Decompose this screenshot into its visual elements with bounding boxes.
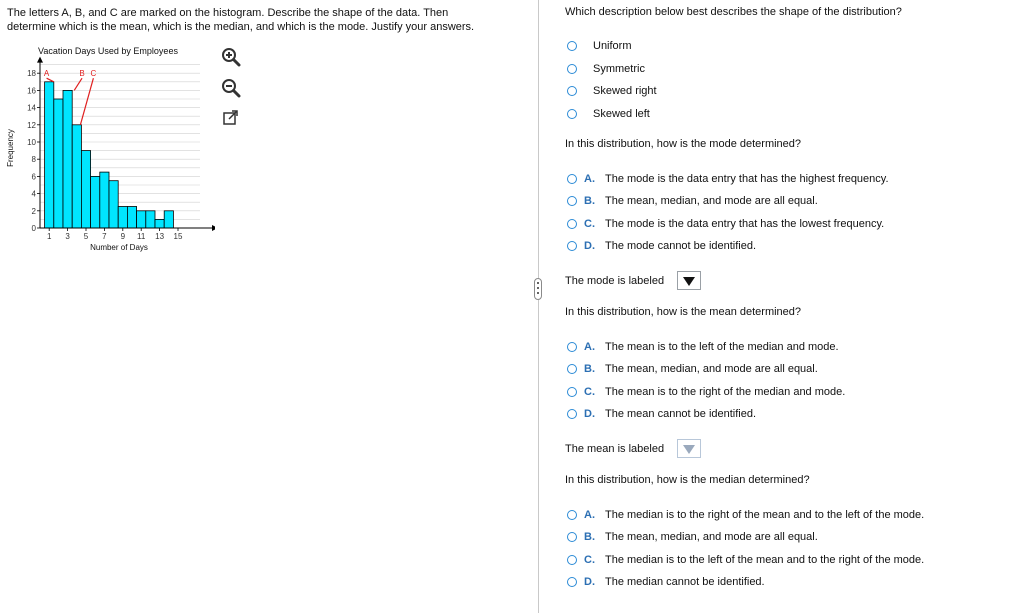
- marker-label: A: [43, 69, 50, 79]
- zoom-out-icon[interactable]: [221, 78, 241, 98]
- radio-button[interactable]: [567, 86, 577, 96]
- option-label: The median cannot be identified.: [605, 576, 765, 588]
- option-label: Skewed left: [593, 108, 650, 120]
- histogram-bar: [45, 82, 54, 228]
- option-letter: B.: [584, 363, 595, 375]
- radio-button[interactable]: [567, 219, 577, 229]
- radio-button[interactable]: [567, 555, 577, 565]
- shape-question: Which description below best describes the shape of the distribution?: [565, 6, 902, 18]
- mean-label-dropdown[interactable]: [677, 439, 701, 458]
- problem-line-2: determine which is the mean, which is the median, and which is the mode. Justify your answers.: [7, 21, 475, 33]
- histogram-chart: [0, 40, 215, 255]
- x-tick-label: 9: [120, 232, 126, 241]
- mode-label-prompt: The mode is labeled: [565, 275, 665, 287]
- marker-label: C: [90, 69, 97, 79]
- splitter-handle[interactable]: [534, 278, 542, 300]
- option-label: The mode is the data entry that has the lowest frequency.: [605, 218, 885, 230]
- y-tick-label: 14: [27, 103, 36, 113]
- option-label: The mean, median, and mode are all equal.: [605, 531, 818, 543]
- histogram-bar: [137, 211, 146, 228]
- histogram-bars: [45, 82, 174, 228]
- option-label: The mean is to the left of the median and mode.: [605, 341, 839, 353]
- zoom-in-icon[interactable]: [221, 47, 241, 67]
- option-label: The mean, median, and mode are all equal.: [605, 195, 818, 207]
- median-question: In this distribution, how is the median determined?: [565, 474, 810, 486]
- marker-a-line: [47, 78, 54, 82]
- x-tick-label: 3: [65, 232, 70, 241]
- option-letter: C.: [584, 554, 595, 566]
- radio-button[interactable]: [567, 532, 577, 542]
- option-letter: D.: [584, 240, 595, 252]
- x-axis-arrow-icon: [212, 225, 215, 231]
- problem-line-1: The letters A, B, and C are marked on the histogram. Describe the shape of the data. Then: [7, 7, 449, 19]
- x-tick-label: 15: [173, 232, 183, 241]
- y-tick-label: 10: [27, 138, 36, 147]
- histogram-bar: [109, 181, 118, 228]
- radio-button[interactable]: [567, 174, 577, 184]
- option-letter: A.: [584, 173, 595, 185]
- histogram-bar: [164, 211, 173, 228]
- histogram-bar: [146, 211, 155, 228]
- histogram-bar: [155, 219, 164, 228]
- x-tick-label: 13: [155, 232, 165, 241]
- radio-button[interactable]: [567, 41, 577, 51]
- x-axis-label: Number of Days: [90, 243, 148, 252]
- option-letter: D.: [584, 408, 595, 420]
- option-label: The median is to the right of the mean and to the left of the mode.: [605, 509, 925, 521]
- mean-label-prompt: The mean is labeled: [565, 443, 665, 455]
- radio-button[interactable]: [567, 409, 577, 419]
- y-tick-label: 0: [31, 224, 36, 233]
- mode-question: In this distribution, how is the mode determined?: [565, 138, 802, 150]
- histogram-bar: [72, 125, 81, 228]
- radio-button[interactable]: [567, 342, 577, 352]
- radio-button[interactable]: [567, 510, 577, 520]
- chart-title: Vacation Days Used by Employees: [38, 46, 178, 56]
- radio-button[interactable]: [567, 64, 577, 74]
- y-tick-label: 16: [27, 86, 36, 96]
- y-tick-label: 8: [31, 155, 36, 165]
- radio-button[interactable]: [567, 109, 577, 119]
- mode-label-dropdown[interactable]: [677, 271, 701, 290]
- option-label: The mean, median, and mode are all equal.: [605, 363, 818, 375]
- option-letter: A.: [584, 341, 595, 353]
- x-tick-label: 1: [46, 232, 52, 241]
- radio-button[interactable]: [567, 387, 577, 397]
- histogram-bar: [118, 207, 127, 229]
- problem-statement: [7, 6, 527, 34]
- option-label: The median is to the left of the mean and to the right of the mode.: [605, 554, 925, 566]
- radio-button[interactable]: [567, 196, 577, 206]
- option-letter: C.: [584, 386, 595, 398]
- y-tick-label: 18: [27, 69, 36, 79]
- option-letter: B.: [584, 195, 595, 207]
- histogram-bar: [91, 176, 100, 228]
- histogram-bar: [63, 90, 72, 228]
- option-letter: D.: [584, 576, 595, 588]
- histogram-bar: [54, 99, 63, 228]
- marker-label: B: [79, 69, 85, 79]
- option-letter: B.: [584, 531, 595, 543]
- x-tick-label: 11: [137, 232, 146, 241]
- x-tick-label: 7: [102, 232, 107, 241]
- option-label: The mode cannot be identified.: [605, 240, 757, 252]
- histogram-bar: [100, 172, 109, 228]
- x-tick-label: 5: [83, 232, 89, 241]
- histogram-bar: [81, 151, 90, 228]
- option-letter: C.: [584, 218, 595, 230]
- panel-divider: [538, 0, 539, 613]
- option-label: The mean is to the right of the median and mode.: [605, 386, 846, 398]
- radio-button[interactable]: [567, 577, 577, 587]
- y-tick-label: 4: [31, 189, 36, 199]
- radio-button[interactable]: [567, 364, 577, 374]
- option-label: Symmetric: [593, 63, 645, 75]
- option-label: The mean cannot be identified.: [605, 408, 757, 420]
- popout-icon[interactable]: [221, 108, 241, 128]
- dropdown-arrow-icon: [683, 445, 695, 454]
- option-label: Skewed right: [593, 85, 657, 97]
- mean-question: In this distribution, how is the mean determined?: [565, 306, 802, 318]
- option-label: Uniform: [593, 40, 632, 52]
- radio-button[interactable]: [567, 241, 577, 251]
- dropdown-arrow-icon: [683, 277, 695, 286]
- option-label: The mode is the data entry that has the highest frequency.: [605, 173, 889, 185]
- questions-panel: [565, 0, 1015, 613]
- y-tick-label: 2: [31, 206, 36, 216]
- marker-c-line: [80, 78, 93, 125]
- y-axis-label: Frequency: [6, 129, 15, 167]
- marker-b-line: [74, 78, 82, 90]
- y-tick-label: 6: [31, 172, 36, 182]
- y-axis-arrow-icon: [37, 57, 43, 63]
- y-tick-label: 12: [27, 120, 36, 130]
- option-letter: A.: [584, 509, 595, 521]
- histogram-bar: [127, 207, 136, 229]
